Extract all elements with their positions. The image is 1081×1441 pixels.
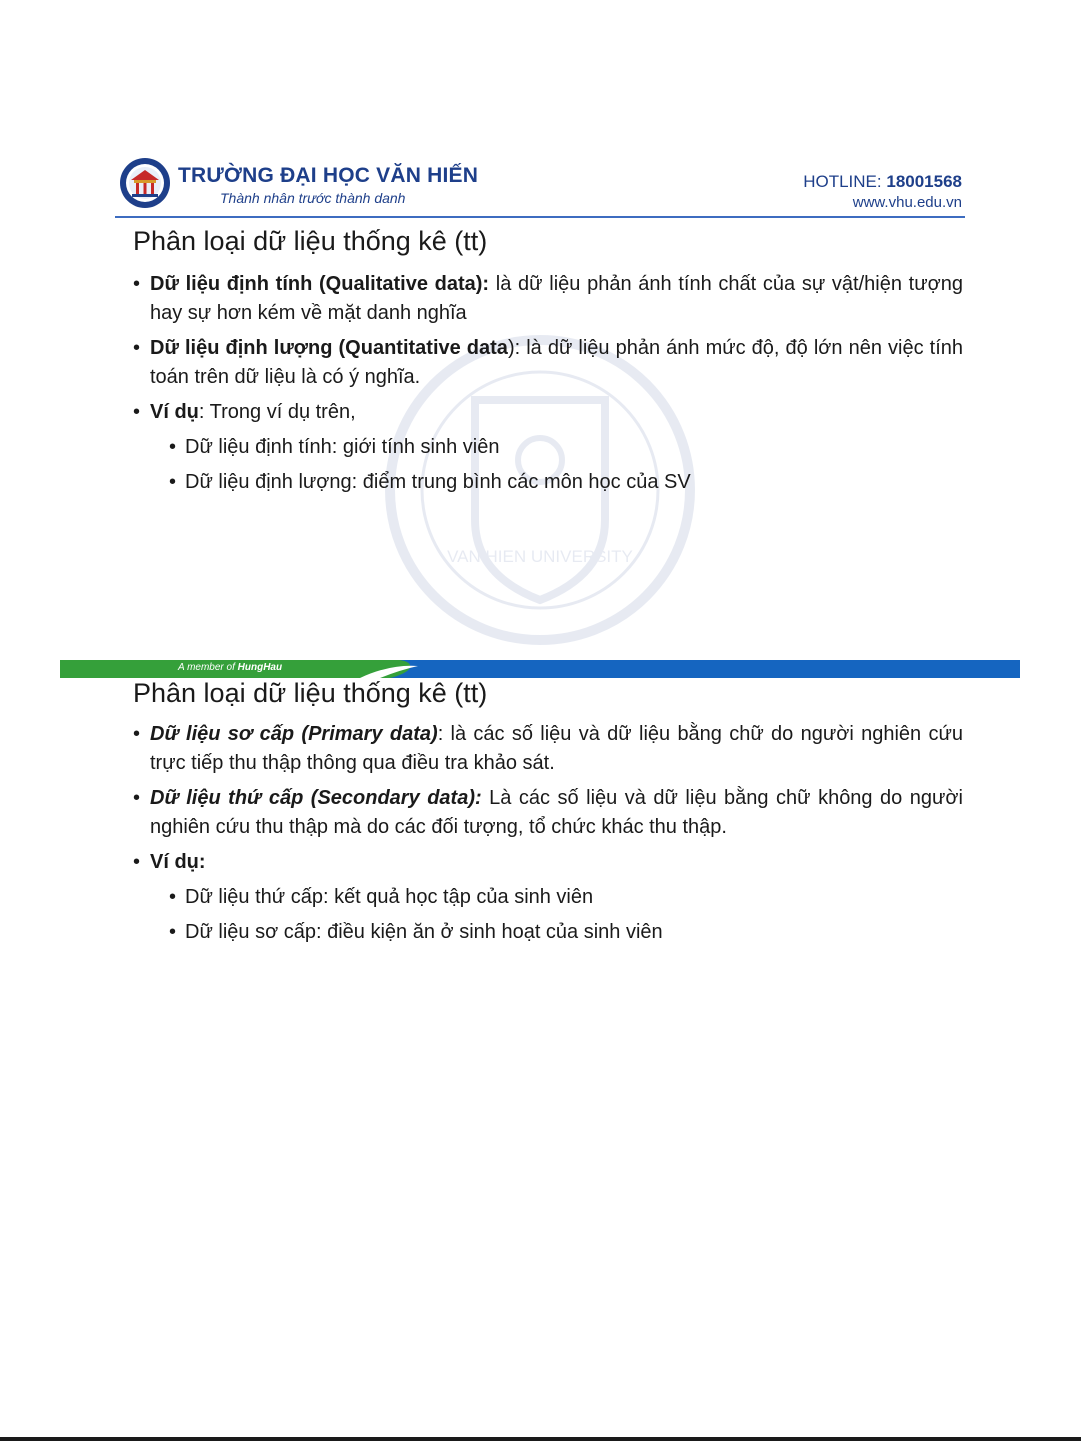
- member-prefix: A member of: [178, 662, 235, 673]
- slide-header: [60, 140, 1020, 220]
- item-text: : Trong ví dụ trên,: [198, 401, 356, 423]
- slide-1: [60, 140, 1020, 678]
- sub-item-text: Dữ liệu sơ cấp: điều kiện ăn ở sinh hoạt của sinh viên: [185, 921, 663, 943]
- slide-title: Phân loại dữ liệu thống kê (tt): [133, 226, 488, 256]
- bullet-icon: •: [133, 723, 141, 745]
- bullet-icon: •: [169, 436, 177, 458]
- header-divider: [115, 216, 965, 218]
- item-text: là dữ liệu phản ánh tính chất của sự vật/hiện tượng hay sự hơn kém về mặt danh nghĩa: [150, 273, 963, 324]
- university-logo-icon: [118, 156, 172, 210]
- list-item: [133, 334, 963, 392]
- bullet-icon: •: [133, 273, 141, 295]
- sub-list-item: [133, 918, 963, 947]
- item-text: : là các số liệu và dữ liệu bằng chữ do người nghiên cứu trực tiếp thu thập thông qua điều tra khảo sát.: [150, 723, 964, 774]
- sub-item-text: Dữ liệu định tính: giới tính sinh viên: [185, 436, 500, 458]
- bullet-icon: •: [169, 886, 177, 908]
- website-link[interactable]: www.vhu.edu.vn: [852, 194, 962, 211]
- list-item: [133, 784, 963, 842]
- slide-title: Phân loại dữ liệu thống kê (tt): [133, 678, 488, 708]
- bullet-icon: •: [133, 787, 141, 809]
- item-text: Là các số liệu và dữ liệu bằng chữ không do người nghiên cứu thu thập mà do các đối tượng, tổ chức khác thu thập.: [150, 787, 963, 838]
- bullet-icon: •: [169, 471, 177, 493]
- sub-list-item: [133, 433, 963, 462]
- hotline-number: 18001568: [886, 172, 962, 191]
- member-of-label: [178, 662, 282, 673]
- item-term: Dữ liệu định tính (Qualitative data):: [150, 273, 490, 295]
- item-text: ): là dữ liệu phản ánh mức độ, độ lớn nên việc tính toán trên dữ liệu là có ý nghĩa.: [150, 337, 964, 388]
- list-item: [133, 848, 963, 877]
- slide-body: [133, 720, 963, 953]
- slide-2: [60, 678, 1020, 978]
- item-term: Dữ liệu sơ cấp (Primary data): [150, 723, 438, 745]
- sub-item-text: Dữ liệu định lượng: điểm trung bình các môn học của SV: [185, 471, 691, 493]
- bullet-icon: •: [133, 851, 141, 873]
- university-motto: Thành nhân trước thành danh: [220, 190, 406, 206]
- item-term: Ví dụ:: [150, 851, 206, 873]
- university-name: TRƯỜNG ĐẠI HỌC VĂN HIẾN: [178, 164, 479, 187]
- bullet-icon: •: [133, 401, 141, 423]
- sub-item-text: Dữ liệu thứ cấp: kết quả học tập của sinh viên: [185, 886, 594, 908]
- hotline-label: HOTLINE:: [803, 172, 882, 191]
- slide-body: [133, 270, 963, 503]
- bullet-icon: •: [133, 337, 141, 359]
- item-term: Dữ liệu thứ cấp (Secondary data):: [150, 787, 482, 809]
- bullet-icon: •: [169, 921, 177, 943]
- member-name: HungHau: [237, 662, 283, 673]
- list-item: [133, 398, 963, 427]
- hotline: [803, 172, 962, 192]
- list-item: [133, 270, 963, 328]
- item-term: Dữ liệu định lượng (Quantitative data: [150, 337, 508, 359]
- sub-list-item: [133, 883, 963, 912]
- item-term: Ví dụ: [150, 401, 199, 423]
- page-bottom-rule: [0, 1437, 1081, 1441]
- watermark-text: VAN HIEN UNIVERSITY: [447, 547, 633, 566]
- sub-list-item: [133, 468, 963, 497]
- list-item: [133, 720, 963, 778]
